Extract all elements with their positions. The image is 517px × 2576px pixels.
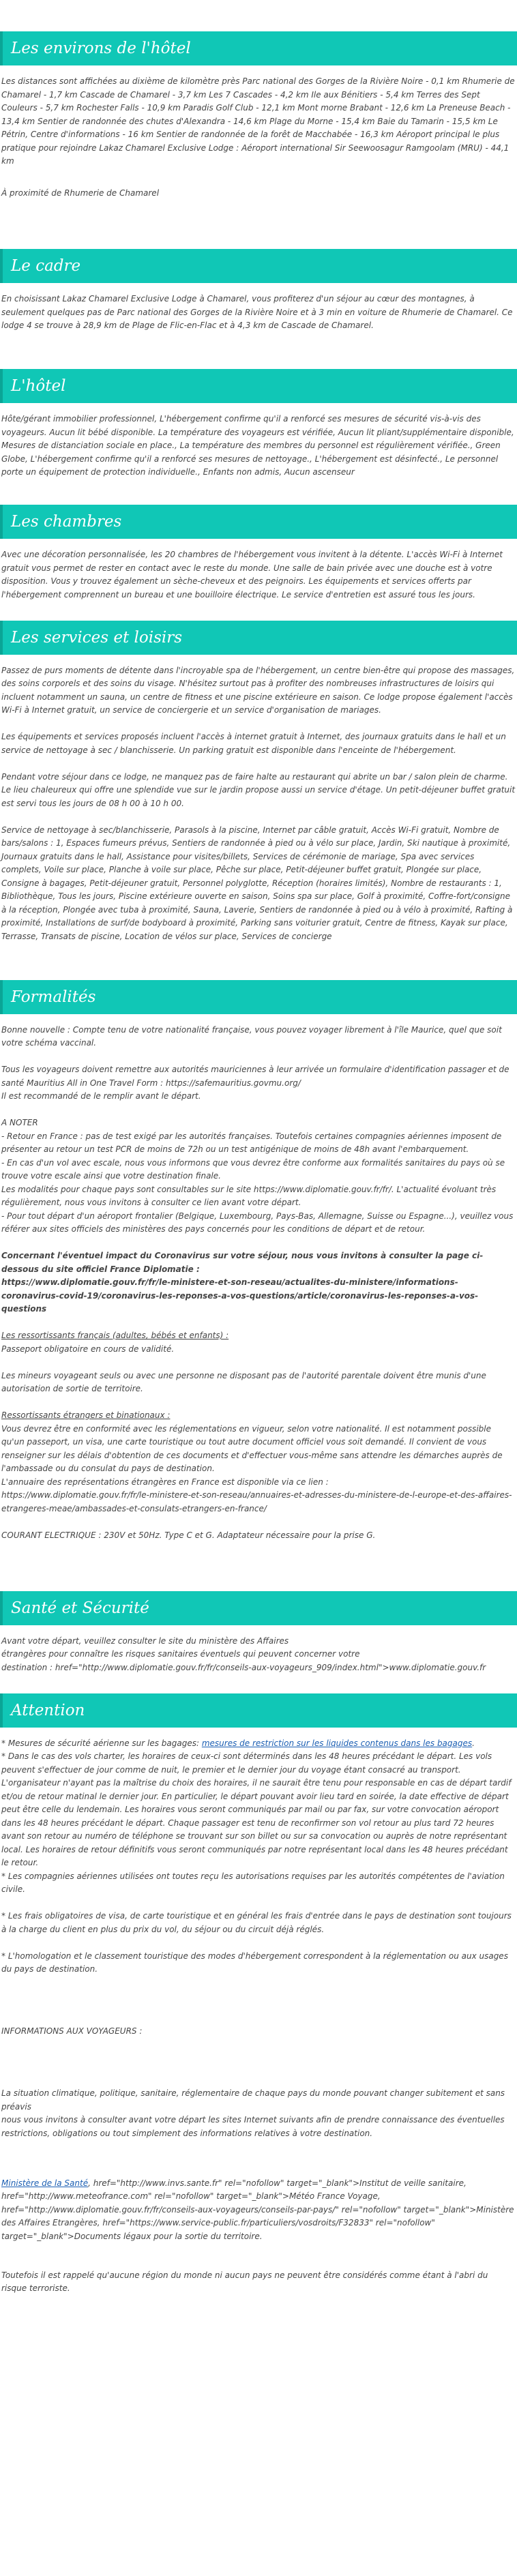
services-list: Service de nettoyage à sec/blanchisserie, Parasols à la piscine, Internet par câble gratuit, Accès Wi-Fi gratuit, Nombre de bars/salons : 1, Espaces fumeurs prévus, Sentiers de randonnée à pied ou à vélo sur place, Jardin, Ski nautique à proximité, Journaux gratuits dans le hall, Assistance pour visites/billets, Services de cérémonie de mariage, Spa avec services complets, Voile sur place, Planche à voile sur place, Pêche sur place, Petit-déjeuner buffet gratuit, Plongée sur place, Consigne à bagages, Petit-déjeuner gratuit, Personnel polyglotte, Réception (horaires limités), Nombre de restaurants : 1, Bibliothèque, Tous les jours, Piscine extérieure ouverte en saison, Soins spa sur place, Golf à proximité, Coffre-fort/consigne à la réception, Plongée avec tuba à proximité, Sauna, Laverie, Sentiers de randonnée à pied ou à vélo à proximité, Rafting à proximité, Installations de surf/de bodyboard à proximité, Parking sans voiturier gratuit, Centre de fitness, Kayak sur place, Terrasse, Transats de piscine, Location de vélos sur place, Services de concierge — [1, 825, 513, 941]
section-title: Les environs de l'hôtel — [0, 31, 517, 65]
formalites-mineurs: Les mineurs voyageant seuls ou avec une personne ne disposant pas de l'autorité parentale doivent être munis d'une autorisation de sortie de territoire. — [1, 1370, 486, 1393]
attention-terrorisme: Toutefois il est rappelé qu'aucune région du monde ni aucun pays ne peuvent être considérés comme étant à l'abri du risque terroriste. — [1, 2270, 488, 2293]
services-equipements: Les équipements et services proposés incluent l'accès à internet gratuit à Internet, des journaux gratuits dans le hall et un service de nettoyage à sec / blanchisserie. Un parking gratuit est disponible dans l'enceinte de l'hébergement. — [1, 732, 506, 755]
formalites-etrangers: Vous devrez être en conformité avec les réglementations en vigueur, selon votre nationalité. Il est notamment possible qu'un passeport, un visa, une carte touristique ou tout autre document officiel vous soit demandé. Il convient de vous renseigner sur les délais d'obtention de ces documents et d'effectuer vous-même sans attendre les démarches auprès de l'ambassade ou du consulat du pays de destination. L'annuaire des représentations étrangères en France est disponible via ce lien : https://www.diplomatie.gouv.fr/fr/le-ministere-et-son-reseau/annuaires-et-adresses-du-ministere-de-l-europe-et-des-affaires-etrangeres-meae/ambassades-et-consulats-etrangers-en-france/ — [1, 1423, 512, 1513]
section-chambres — [0, 505, 517, 602]
attention-mesures-pre: * Mesures de sécurité aérienne sur les bagages: — [1, 1738, 202, 1748]
section-title: Les services et loisirs — [0, 621, 517, 655]
section-environs — [0, 31, 517, 201]
section-title: Santé et Sécurité — [0, 1591, 517, 1625]
cadre-text: En choisissant Lakaz Chamarel Exclusive Lodge à Chamarel, vous profiterez d'un séjour au cœur des montagnes, à seulement quelques pas de Parc national des Gorges de la Rivière Noire et à 3 min en voiture de Rhumerie de Chamarel. Ce lodge 4 se trouve à 28,9 km de Plage de Flic-en-Flac et à 4,3 km de Cascade de Chamarel. — [1, 294, 513, 330]
attention-liens-text: , href="http://www.invs.sante.fr" rel="nofollow" target="_blank">Institut de veille sanitaire, href="http://www.meteofrance.com" rel="nofollow" target="_blank">Météo France Voyage, href="http://www.diplomatie.gouv.fr/fr/conseils-aux-voyageurs/conseils-par-pays/" rel="nofollow" target="_blank">Ministère des Affaires Etrangères, href="https://www.service-public.fr/particuliers/vosdroits/F32833" rel="nofollow" target="_blank">Documents légaux pour la sortie du territoire. — [1, 2178, 514, 2241]
section-title: Attention — [0, 1693, 517, 1728]
formalites-etrangers-title: Ressortissants étrangers et binationaux : — [1, 1410, 171, 1420]
section-attention — [0, 1693, 517, 2296]
attention-homologation: * L'homologation et le classement touristique des modes d'hébergement correspondent à la réglementation ou aux usages du pays de destination. — [1, 1951, 508, 1974]
environs-proximity: À proximité de Rhumerie de Chamarel — [1, 188, 160, 198]
environs-distances: Les distances sont affichées au dixième de kilomètre près Parc national des Gorges de la Rivière Noire - 0,1 km Rhumerie de Chamarel - 1,7 km Cascade de Chamarel - 3,7 km Les 7 Cascades - 4,2 km Ile aux Bénitiers - 5,4 km Terres des Sept Couleurs - 5,7 km Rochester Falls - 10,9 km Paradis Golf Club - 12,1 km Mont morne Brabant - 12,6 km La Preneuse Beach - 13,4 km Sentier de randonnée des chutes d'Alexandra - 14,6 km Plage du Morne - 15,4 km Baie du Tamarin - 15,5 km Le Pétrin, Centre d'informations - 16 km Sentier de randonnée de la forêt de Macchabée - 16,3 km Aéroport principal le plus pratique pour rejoindre Lakaz Chamarel Exclusive Lodge : Aéroport international Sir Seewoosagur Ramgoolam (MRU) - 44,1 km — [1, 76, 515, 166]
chambres-text: Avec une décoration personnalisée, les 20 chambres de l'hébergement vous invitent à la détente. L'accès Wi-Fi à Internet gratuit vous permet de rester en contact avec le reste du monde. Une salle de bain privée avec une douche est à votre disposition. Vous y trouvez également un sèche-cheveux et des peignoirs. Les équipements et services offerts par l'hébergement comprennent un bureau et une bouilloire électrique. Le service d'entretien est assuré tous les jours. — [1, 550, 503, 599]
formalites-a-noter: A NOTER - Retour en France : pas de test exigé par les autorités françaises. Toutefois certaines compagnies aériennes imposent de présenter au retour un test PCR de moins de 72h ou un test antigénique de moins de 48h avant l'embarquement. - En cas d'un vol avec escale, nous vous informons que vous devrez être conforme aux formalités sanitaires du pays où se trouve votre escale ainsi que votre destination finale. Les modalités pour chaque pays sont consultables sur le site https://www.diplomatie.gouv.fr/fr/. L'actualité évoluant très régulièrement, nous vous invitons à consulter ce lien avant votre départ. - Pour tout départ d'un aéroport frontalier (Belgique, Luxembourg, Pays-Bas, Allemagne, Suisse ou Espagne...), veuillez vous référer aux sites officiels des ministères des pays concernés pour les conditions de départ et de retour. — [1, 1118, 514, 1234]
section-sante — [0, 1591, 517, 1675]
services-spa: Passez de purs moments de détente dans l'incroyable spa de l'hébergement, un centre bien-être qui propose des massages, des soins corporels et des soins du visage. N'hésitez surtout pas à profiter des nombreuses infrastructures de loisirs qui incluent notamment un sauna, un centre de fitness et une piscine extérieure en saison. Ce lodge propose également l'accès Wi-Fi à Internet gratuit, un service de conciergerie et un service d'organisation de mariages. — [1, 665, 515, 715]
page — [0, 31, 517, 2296]
formalites-passeport: Passeport obligatoire en cours de validité. — [1, 1344, 175, 1354]
ministere-sante-link[interactable]: Ministère de la Santé — [1, 2178, 89, 2188]
section-formalites — [0, 980, 517, 1543]
section-title: Le cadre — [0, 249, 517, 283]
section-title: Formalités — [0, 980, 517, 1014]
attention-infos-voyageurs: INFORMATIONS AUX VOYAGEURS : — [1, 2026, 143, 2036]
liquides-link[interactable]: mesures de restriction sur les liquides contenus dans les bagages — [201, 1738, 473, 1748]
formalites-bonne-nouvelle: Bonne nouvelle : Compte tenu de votre nationalité française, vous pouvez voyager librement à l'île Maurice, quel que soit votre schéma vaccinal. — [1, 1024, 502, 1048]
formalites-ressortissants-title: Les ressortissants français (adultes, bébés et enfants) : — [1, 1331, 229, 1340]
attention-mesures-post: . * Dans le cas des vols charter, les horaires de ceux-ci sont déterminés dans les 48 heures précédant le départ. Les vols peuvent s'effectuer de jour comme de nuit, le premier et le dernier jour du voyage étant consacré au transport. L'organisateur n'ayant pas la maîtrise du choix des horaires, il ne saurait être tenu pour responsable en cas de départ tardif et/ou de retour matinal le dernier jour. En particulier, le départ pouvant avoir lieu tard en soirée, la date effective de départ peut être celle du lendemain. Les horaires vous seront communiqués par mail ou par fax, sur votre convocation aéroport dans les 48 heures précédant le départ. Chaque passager est tenu de reconfirmer son vol retour au plus tard 72 heures avant son retour au numéro de téléphone se trouvant sur son billet ou sur sa convocation ou auprès de notre représentant local. Les horaires de retour définitifs vous seront communiqués par notre représentant local dans les 48 heures précédant le retour. * Les compagnies aériennes utilisées ont toutes reçu les autorisations requises par les autorités compétentes de l'aviation civile. — [1, 1738, 512, 1894]
attention-visa: * Les frais obligatoires de visa, de carte touristique et en général les frais d'entrée dans le pays de destination sont toujours à la charge du client en plus du prix du vol, du séjour ou du circuit déjà réglés. — [1, 1911, 512, 1934]
sante-text: Avant votre départ, veuillez consulter le site du ministère des Affaires étrangères pour connaître les risques sanitaires éventuels qui peuvent concerner votre destination : href="http://www.diplomatie.gouv.fr/fr/conseils-aux-voyageurs_909/index.html">www.diplomatie.gouv.fr — [1, 1635, 486, 1672]
attention-mesures — [1, 1737, 516, 1897]
hotel-text: Hôte/gérant immobilier professionnel, L'hébergement confirme qu'il a renforcé ses mesures de sécurité vis-à-vis des voyageurs. Aucun lit bébé disponible. La température des voyageurs est vérifiée, Aucun lit pliant/supplémentaire disponible, Mesures de distanciation sociale en place., La température des membres du personnel est régulièrement vérifiée., Green Globe, L'hébergement confirme qu'il a renforcé ses mesures de nettoyage., L'hébergement est désinfecté., Le personnel porte un équipement de protection individuelle., Enfants non admis, Aucun ascenseur — [1, 414, 514, 477]
section-title: Les chambres — [0, 505, 517, 539]
attention-situation: La situation climatique, politique, sanitaire, réglementaire de chaque pays du monde pouvant changer subitement et sans préavis nous vous invitons à consulter avant votre départ les sites Internet suivants afin de prendre connaissance des éventuelles restrictions, obligations ou tout simplement des informations relatives à votre destination. — [1, 2088, 505, 2138]
section-title: L'hôtel — [0, 369, 517, 403]
section-services — [0, 621, 517, 944]
services-restaurant: Pendant votre séjour dans ce lodge, ne manquez pas de faire halte au restaurant qui abrite un bar / salon plein de charme. Le lieu chaleureux qui offre une splendide vue sur le jardin propose aussi un service d'étage. Un petit-déjeuner buffet gratuit est servi tous les jours de 08 h 00 à 10 h 00. — [1, 771, 516, 808]
section-hotel — [0, 369, 517, 479]
formalites-courant: COURANT ELECTRIQUE : 230V et 50Hz. Type C et G. Adaptateur nécessaire pour la prise G. — [1, 1530, 376, 1540]
formalites-coronavirus: Concernant l'éventuel impact du Coronavirus sur votre séjour, nous vous invitons à consulter la page ci-dessous du site officiel France Diplomatie : https://www.diplomatie.gouv.fr/fr/le-ministere-et-son-reseau/actualites-du-ministere/informations-coronavirus-covid-19/coronavirus-les-reponses-a-vos-questions/article/coronavirus-les-reponses-a-vos-questions — [1, 1251, 484, 1314]
attention-liens — [1, 2177, 516, 2244]
formalites-formulaire: Tous les voyageurs doivent remettre aux autorités mauriciennes à leur arrivée un formulaire d'identification passager et de santé Mauritius All in One Travel Form : https://safemauritius.govmu.org/ Il est recommandé de le remplir avant le départ. — [1, 1065, 509, 1101]
section-cadre — [0, 249, 517, 333]
